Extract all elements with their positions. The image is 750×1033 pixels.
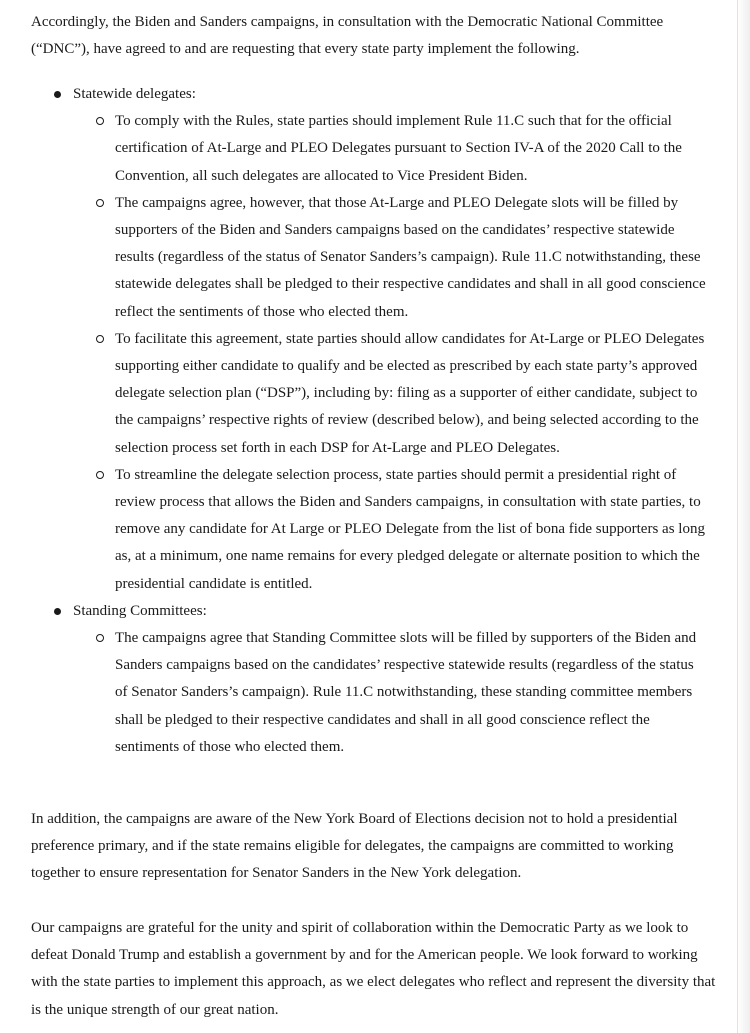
list-item-text: The campaigns agree, however, that those At-Large and PLEO Delegate slots will be filled by supporters of the Biden and Sanders campaigns based on the candidates’ respective statewide results (regardless of the status of Senator Sanders’s campaign). Rule 11.C notwithstanding, these statewide delegates shall be pledged to their respective candidates and shall in all good conscience reflect the sentiments of those who elected them. — [115, 194, 706, 320]
intro-paragraph: Accordingly, the Biden and Sanders campaigns, in consultation with the Democratic National Committee (“DNC”), have agreed to and are requesting that every state party implement the following. — [31, 14, 664, 58]
section-heading: Standing Committees: — [73, 602, 207, 619]
list-item-text: To comply with the Rules, state parties should implement Rule 11.C such that for the official certification of At-Large and PLEO Delegates pursuant to Section IV-A of the 2020 Call to the Convention, all such delegates are allocated to Vice President Biden. — [115, 113, 682, 184]
list-item — [115, 326, 708, 462]
circle-bullet-icon — [96, 117, 104, 125]
list-item — [115, 625, 708, 761]
statewide-delegates-sublist — [73, 108, 708, 598]
page-edge — [737, 0, 750, 1033]
circle-bullet-icon — [96, 335, 104, 343]
circle-bullet-icon — [96, 199, 104, 207]
section-heading: Statewide delegates: — [73, 86, 196, 102]
circle-bullet-icon — [96, 471, 104, 479]
standing-committees-sublist — [73, 625, 708, 761]
list-item — [115, 462, 708, 598]
circle-bullet-icon — [96, 634, 104, 642]
addition-paragraph: In addition, the campaigns are aware of the New York Board of Elections decision not to hold a presidential preference primary, and if the state remains eligible for delegates, the campaigns are committed to working together to ensure representation for Senator Sanders in the New York delegation. — [31, 811, 678, 882]
list-item — [115, 108, 708, 190]
closing-paragraph: Our campaigns are grateful for the unity and spirit of collaboration within the Democratic Party as we look to defeat Donald Trump and establish a government by and for the American people. We look forward to working with the state parties to implement this approach, as we elect delegates who reflect and represent the diversity that is the unique strength of our great nation. — [31, 920, 716, 1018]
disc-bullet-icon — [54, 608, 61, 615]
disc-bullet-icon — [54, 91, 61, 98]
section-statewide-delegates — [73, 81, 750, 598]
requirements-list — [0, 81, 750, 761]
section-standing-committees — [73, 598, 750, 761]
list-item — [115, 190, 708, 326]
list-item-text: To facilitate this agreement, state parties should allow candidates for At-Large or PLEO Delegates supporting either candidate to qualify and be elected as prescribed by each state party’s approved delegate selection plan (“DSP”), including by: filing as a supporter of either candidate, subject to the campaigns’ respective rights of review (described below), and being selected according to the selection process set forth in each DSP for At-Large and PLEO Delegates. — [115, 330, 705, 456]
list-item-text: The campaigns agree that Standing Committee slots will be filled by supporters of the Biden and Sanders campaigns based on the candidates’ respective statewide results (regardless of the status of Senator Sanders’s campaign). Rule 11.C notwithstanding, these standing committee members shall be pledged to their respective candidates and shall in all good conscience reflect the sentiments of those who elected them. — [115, 630, 697, 755]
list-item-text: To streamline the delegate selection process, state parties should permit a presidential right of review process that allows the Biden and Sanders campaigns, in consultation with state parties, to remove any candidate for At Large or PLEO Delegate from the list of bona fide supporters as long as, at a minimum, one name remains for every pledged delegate or alternate position to which the presidential candidate is entitled. — [115, 466, 705, 592]
